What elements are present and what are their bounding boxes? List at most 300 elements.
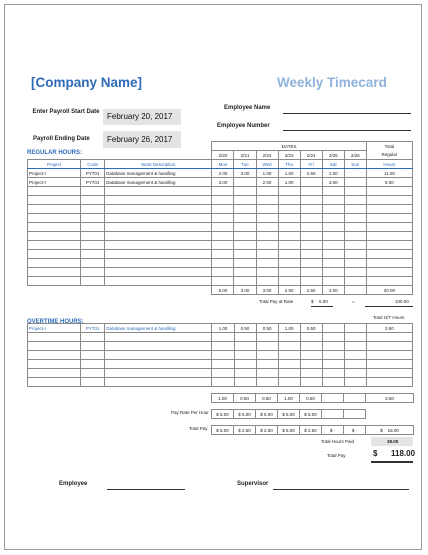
empty-cell[interactable] [28,187,81,196]
empty-cell [366,250,412,259]
empty-cell[interactable] [81,250,105,259]
regular-hours-label: REGULAR HOURS: [27,150,82,156]
date-cell: 2/23 [278,151,300,160]
empty-cell [366,241,412,250]
pay-rate-cell[interactable]: $ 5.00 [300,410,322,419]
empty-cell[interactable] [212,232,234,241]
empty-cell [366,196,412,205]
employee-signature-line[interactable] [107,489,185,490]
day-total-cell [344,394,366,403]
empty-cell[interactable] [344,259,366,268]
empty-cell[interactable] [256,223,278,232]
empty-cell[interactable] [300,187,322,196]
empty-cell[interactable] [256,259,278,268]
overtime-grand-total: 3.50 [366,394,414,403]
day-cell: Sun [344,160,366,169]
table-row [28,241,413,250]
empty-cell[interactable] [234,333,256,342]
timecard-sheet [4,4,422,550]
empty-cell[interactable] [344,342,366,351]
empty-cell[interactable] [105,378,212,387]
table-row [28,324,413,333]
total-pay-row [212,426,414,435]
regular-totals-row [28,286,413,295]
empty-cell[interactable] [322,378,344,387]
pay-rate-cell[interactable]: $ 5.00 [256,410,278,419]
total-pay-label: Total Pay [327,453,346,458]
empty-cell[interactable] [234,369,256,378]
empty-cell[interactable] [81,214,105,223]
dates-header: DATES [212,142,366,151]
empty-cell[interactable] [322,277,344,286]
empty-cell[interactable] [234,378,256,387]
day-total-cell: 2.50 [300,286,322,295]
empty-cell[interactable] [234,351,256,360]
hours-cell[interactable] [300,178,322,187]
date-cell: 2/20 [212,151,234,160]
empty-cell[interactable] [28,232,81,241]
hours-cell[interactable]: 3.00 [212,178,234,187]
day-cell: Thu [278,160,300,169]
hours-cell[interactable]: 3.00 [234,169,256,178]
payrate-underline [311,306,333,307]
table-row [28,205,413,214]
hours-cell[interactable]: 1.00 [278,178,300,187]
hours-cell[interactable] [344,324,366,333]
empty-cell[interactable] [256,232,278,241]
empty-cell[interactable] [256,360,278,369]
empty-cell[interactable] [212,360,234,369]
hours-cell[interactable] [344,169,366,178]
date-cell: 2/22 [256,151,278,160]
employee-name-label: Employee Name [224,105,271,111]
hours-cell[interactable]: 2.00 [256,178,278,187]
empty-cell[interactable] [256,241,278,250]
empty-cell[interactable] [105,250,212,259]
empty-cell[interactable] [81,378,105,387]
empty-cell[interactable] [81,205,105,214]
empty-cell[interactable] [278,232,300,241]
end-date-label: Payroll Ending Date [33,136,90,142]
empty-cell[interactable] [234,196,256,205]
empty-cell[interactable] [234,187,256,196]
empty-cell[interactable] [344,250,366,259]
empty-cell[interactable] [81,259,105,268]
empty-cell[interactable] [256,205,278,214]
project-cell[interactable]: Project-I [28,169,81,178]
empty-cell[interactable] [256,268,278,277]
empty-cell[interactable] [28,241,81,250]
empty-cell[interactable] [256,250,278,259]
empty-cell[interactable] [212,268,234,277]
empty-cell[interactable] [256,378,278,387]
hours-cell[interactable]: 1.00 [256,169,278,178]
empty-cell[interactable] [322,259,344,268]
empty-cell[interactable] [322,214,344,223]
empty-cell[interactable] [105,351,212,360]
empty-cell[interactable] [81,342,105,351]
empty-cell[interactable] [81,351,105,360]
empty-cell[interactable] [344,241,366,250]
total-pay-currency: $ [373,449,378,458]
empty-cell [366,268,412,277]
table-row [28,250,413,259]
empty-cell[interactable] [212,259,234,268]
empty-cell[interactable] [81,277,105,286]
empty-cell[interactable] [212,187,234,196]
empty-cell[interactable] [105,342,212,351]
empty-cell[interactable] [278,360,300,369]
empty-cell[interactable] [234,360,256,369]
empty-cell[interactable] [105,333,212,342]
total-regular-label-1: Total [366,142,412,151]
empty-cell[interactable] [234,259,256,268]
empty-cell[interactable] [28,378,81,387]
empty-cell[interactable] [278,277,300,286]
day-total-cell: 0.50 [300,394,322,403]
empty-cell[interactable] [322,241,344,250]
empty-cell[interactable] [28,342,81,351]
start-date-label: Enter Payroll Start Date [32,109,100,115]
empty-cell[interactable] [212,351,234,360]
total-hours-paid-value: 38.00 [387,439,399,444]
empty-cell[interactable] [81,268,105,277]
form-title: Weekly Timecard [277,75,387,90]
empty-cell[interactable] [212,214,234,223]
date-cell: 2/24 [300,151,322,160]
empty-cell[interactable] [212,223,234,232]
hours-cell[interactable] [344,178,366,187]
empty-cell[interactable] [234,205,256,214]
code-cell[interactable]: PY701 [81,324,105,333]
empty-cell[interactable] [300,360,322,369]
empty-cell[interactable] [28,214,81,223]
empty-cell[interactable] [28,259,81,268]
table-row [28,223,413,232]
empty-cell[interactable] [278,333,300,342]
table-row [28,178,413,187]
empty-cell[interactable] [212,250,234,259]
empty-cell[interactable] [278,268,300,277]
empty-cell[interactable] [278,205,300,214]
empty-cell[interactable] [256,342,278,351]
employee-name-line[interactable] [283,113,411,114]
empty-cell[interactable] [28,369,81,378]
empty-cell[interactable] [105,205,212,214]
empty-cell [366,333,412,342]
empty-cell[interactable] [322,187,344,196]
empty-cell[interactable] [28,223,81,232]
empty-cell[interactable] [300,232,322,241]
empty-cell[interactable] [300,268,322,277]
empty-cell[interactable] [300,378,322,387]
hours-cell[interactable]: 0.50 [300,324,322,333]
empty-cell[interactable] [300,277,322,286]
empty-cell[interactable] [212,342,234,351]
total-pay-underline [371,461,413,463]
empty-cell[interactable] [256,351,278,360]
total-pay-value: - [355,427,358,433]
empty-cell[interactable] [322,232,344,241]
hours-cell[interactable]: 1.50 [278,169,300,178]
empty-cell[interactable] [344,378,366,387]
hours-cell[interactable]: 1.00 [322,169,344,178]
empty-cell[interactable] [322,196,344,205]
total-regular-label-3: Hours [366,160,412,169]
empty-cell[interactable] [28,250,81,259]
row-total-cell: 9.00 [366,178,412,187]
project-cell[interactable]: Project-I [28,324,81,333]
empty-cell[interactable] [344,360,366,369]
total-pay-cell: $ 2.50 [256,426,278,435]
empty-cell[interactable] [344,351,366,360]
day-cell: Fri [300,160,322,169]
empty-cell [366,214,412,223]
empty-cell[interactable] [322,205,344,214]
empty-cell[interactable] [278,259,300,268]
day-total-cell: 3.00 [234,286,256,295]
pay-rate-cell[interactable]: $ 5.00 [278,410,300,419]
empty-cell [366,369,412,378]
empty-cell[interactable] [256,277,278,286]
hours-cell[interactable] [322,324,344,333]
empty-cell[interactable] [81,232,105,241]
empty-cell[interactable] [300,241,322,250]
total-pay-cell: $ 5.00 [212,426,234,435]
empty-cell[interactable] [105,223,212,232]
empty-cell[interactable] [81,196,105,205]
empty-cell[interactable] [256,333,278,342]
empty-cell[interactable] [344,232,366,241]
day-total-cell: 2.50 [278,286,300,295]
employee-number-label: Employee Number [217,123,270,129]
empty-cell[interactable] [278,342,300,351]
supervisor-signature-line[interactable] [273,489,409,490]
total-pay-row-total: 18.00 [387,427,399,433]
empty-cell[interactable] [300,351,322,360]
empty-cell [366,223,412,232]
company-name: [Company Name] [31,75,143,90]
overtime-hours-label: OVERTIME HOURS: [27,319,84,325]
empty-cell[interactable] [105,259,212,268]
end-date-value[interactable]: February 26, 2017 [107,135,173,144]
empty-cell[interactable] [28,360,81,369]
empty-cell[interactable] [256,196,278,205]
empty-cell[interactable] [278,223,300,232]
day-total-cell [322,394,344,403]
hours-cell[interactable]: 3.00 [322,178,344,187]
empty-cell[interactable] [81,187,105,196]
empty-cell[interactable] [256,187,278,196]
table-row [28,169,413,178]
empty-cell[interactable] [278,241,300,250]
empty-cell[interactable] [212,378,234,387]
empty-cell[interactable] [322,369,344,378]
table-row [28,187,413,196]
work-cell[interactable]: Database management & handling [105,324,212,333]
empty-cell[interactable] [278,351,300,360]
start-date-value[interactable]: February 20, 2017 [107,112,173,121]
empty-cell[interactable] [234,277,256,286]
pay-rate-row [212,410,414,419]
empty-cell [366,351,412,360]
empty-cell[interactable] [28,196,81,205]
work-cell[interactable]: Database management & handling [105,178,212,187]
empty-cell[interactable] [278,187,300,196]
empty-cell[interactable] [300,342,322,351]
day-total-cell: 5.00 [212,286,234,295]
empty-cell[interactable] [322,268,344,277]
empty-cell [366,205,412,214]
table-row [28,232,413,241]
empty-cell[interactable] [278,214,300,223]
table-row [28,277,413,286]
empty-cell[interactable] [234,250,256,259]
code-cell[interactable]: PY701 [81,178,105,187]
empty-cell[interactable] [278,250,300,259]
empty-cell[interactable] [344,333,366,342]
empty-cell[interactable] [300,369,322,378]
empty-cell[interactable] [234,268,256,277]
hours-cell[interactable]: 1.00 [278,324,300,333]
empty-cell[interactable] [105,214,212,223]
empty-cell[interactable] [300,205,322,214]
empty-cell[interactable] [322,333,344,342]
work-cell[interactable]: Database management & handling [105,169,212,178]
empty-cell[interactable] [344,205,366,214]
empty-cell[interactable] [322,351,344,360]
empty-cell[interactable] [344,223,366,232]
pay-rate-cell[interactable] [322,410,344,419]
empty-cell[interactable] [105,268,212,277]
empty-cell [366,277,412,286]
pay-rate-cell[interactable]: $ 5.00 [212,410,234,419]
empty-cell[interactable] [28,333,81,342]
project-cell[interactable]: Project-I [28,178,81,187]
empty-cell[interactable] [81,223,105,232]
empty-cell[interactable] [28,351,81,360]
empty-cell[interactable] [28,268,81,277]
empty-cell[interactable] [105,232,212,241]
day-cell: Mon [212,160,234,169]
empty-cell[interactable] [81,241,105,250]
empty-cell[interactable] [81,360,105,369]
empty-cell[interactable] [212,205,234,214]
table-row [28,378,413,387]
empty-cell[interactable] [344,277,366,286]
table-row [28,268,413,277]
employee-number-line[interactable] [283,130,411,131]
empty-cell[interactable] [322,360,344,369]
row-total-cell: 11.00 [366,169,412,178]
overtime-hours-table [27,323,413,387]
table-row [28,351,413,360]
empty-cell[interactable] [105,277,212,286]
total-pay-cell: $ 2.50 [300,426,322,435]
empty-cell[interactable] [344,268,366,277]
pay-rate-cell[interactable] [344,410,366,419]
empty-cell[interactable] [234,223,256,232]
payrate-value[interactable]: 5.00 [319,299,328,304]
empty-cell[interactable] [300,250,322,259]
empty-cell[interactable] [344,187,366,196]
hours-cell[interactable]: 1.00 [212,324,234,333]
empty-cell [366,360,412,369]
empty-cell[interactable] [81,369,105,378]
empty-cell[interactable] [234,241,256,250]
hours-cell[interactable] [234,178,256,187]
empty-cell[interactable] [105,241,212,250]
empty-cell[interactable] [234,342,256,351]
empty-cell[interactable] [234,232,256,241]
hours-cell[interactable]: 2.00 [212,169,234,178]
empty-cell[interactable] [322,250,344,259]
total-pay-value: 5.00 [220,427,229,433]
empty-cell[interactable] [105,369,212,378]
empty-cell[interactable] [256,214,278,223]
empty-cell[interactable] [322,223,344,232]
empty-cell[interactable] [81,333,105,342]
table-row [28,333,413,342]
empty-cell[interactable] [278,196,300,205]
total-pay-value: 2.50 [242,427,251,433]
empty-cell[interactable] [300,333,322,342]
empty-cell [366,187,412,196]
day-total-cell: 0.50 [256,394,278,403]
empty-cell[interactable] [300,259,322,268]
empty-cell [366,378,412,387]
empty-cell[interactable] [256,369,278,378]
empty-cell[interactable] [28,205,81,214]
empty-cell[interactable] [278,378,300,387]
empty-cell[interactable] [300,196,322,205]
total-payrate-label: Total Pay at Rate [259,299,294,304]
hours-cell[interactable]: 0.50 [234,324,256,333]
empty-cell [366,259,412,268]
empty-cell[interactable] [322,342,344,351]
pay-rate-cell[interactable]: $ 5.00 [234,410,256,419]
employee-signature-label: Employee [59,481,88,487]
empty-cell [366,410,414,419]
hours-cell[interactable]: 2.50 [300,169,322,178]
empty-cell[interactable] [212,277,234,286]
empty-cell[interactable] [212,333,234,342]
empty-cell[interactable] [105,360,212,369]
empty-cell[interactable] [105,196,212,205]
empty-cell [366,342,412,351]
total-pay-value-final: 118.00 [391,449,416,458]
empty-cell[interactable] [212,241,234,250]
empty-cell[interactable] [278,369,300,378]
empty-cell[interactable] [234,214,256,223]
code-cell[interactable]: PY701 [81,169,105,178]
day-total-cell: 4.00 [322,286,344,295]
table-row [28,259,413,268]
empty-cell[interactable] [28,277,81,286]
empty-cell[interactable] [344,369,366,378]
row-total-cell: 3.50 [366,324,412,333]
hours-cell[interactable]: 0.50 [256,324,278,333]
day-cell: Sat [322,160,344,169]
total-pay-value: 5.00 [286,427,295,433]
empty-cell[interactable] [300,214,322,223]
empty-cell[interactable] [344,214,366,223]
empty-cell[interactable] [212,369,234,378]
empty-cell[interactable] [212,196,234,205]
empty-cell[interactable] [105,187,212,196]
empty-cell[interactable] [344,196,366,205]
empty-cell[interactable] [300,223,322,232]
